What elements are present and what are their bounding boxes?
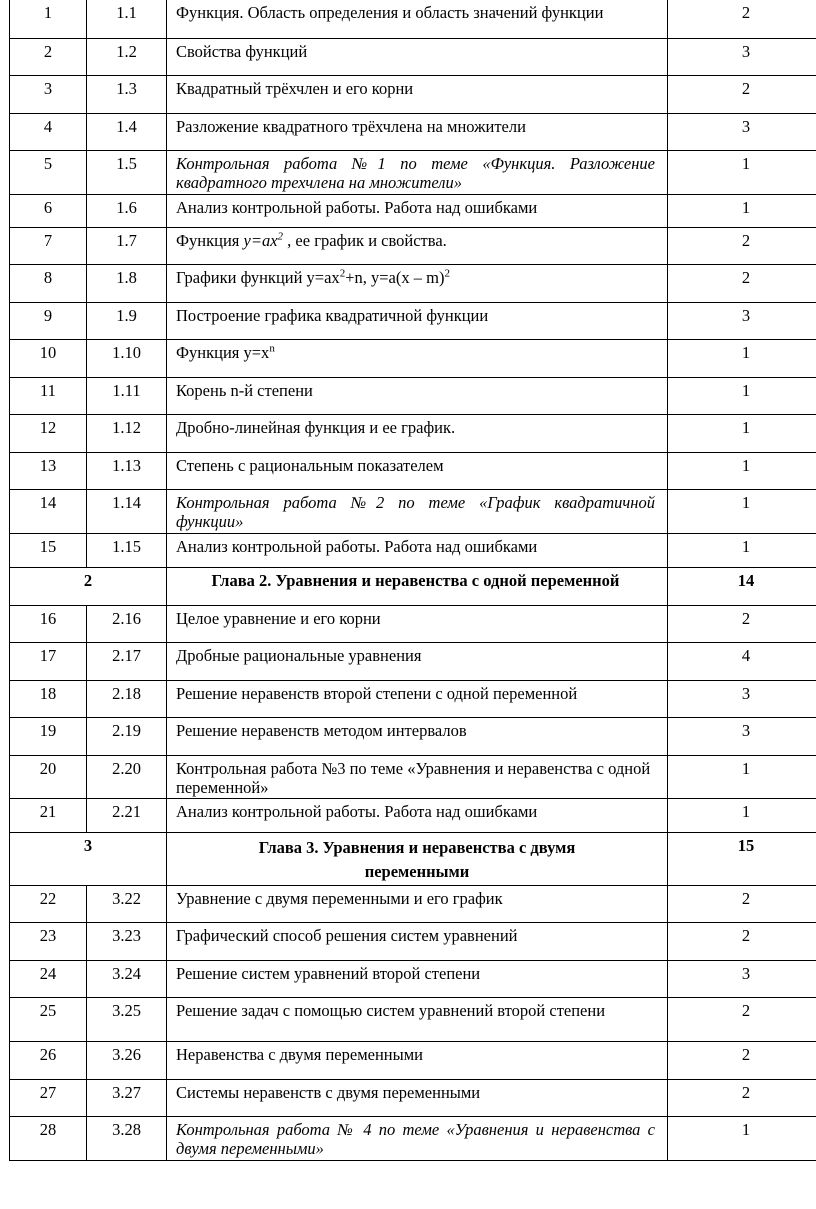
lesson-hours: 2 [668,0,816,38]
lesson-code: 3.22 [87,885,167,922]
lesson-hours: 2 [668,605,816,642]
lesson-title: Контрольная работа №2 по теме «График квадратичной функции» [167,489,668,533]
title-text: +n, y=a(x – m) [345,267,445,287]
table-row [10,150,816,194]
row-number: 24 [10,960,87,997]
chapter-number: 2 [10,567,167,605]
lesson-hours: 2 [668,1079,816,1116]
lesson-hours: 3 [668,113,816,150]
lesson-hours: 1 [668,1116,816,1160]
table-row [10,0,816,38]
row-number: 19 [10,717,87,755]
lesson-title: Функция. Область определения и область значений функции [167,0,668,38]
lesson-title: Разложение квадратного трёхчлена на множители [167,113,668,150]
lesson-code: 1.2 [87,38,167,75]
row-number: 4 [10,113,87,150]
chapter-row [10,567,816,605]
table-row [10,227,816,264]
table-row [10,414,816,452]
lesson-code: 1.3 [87,75,167,113]
lesson-code: 1.4 [87,113,167,150]
table-row [10,885,816,922]
lesson-title: Дробно-линейная функция и ее график. [167,414,668,452]
chapter-title: Глава 2. Уравнения и неравенства с одной переменной [167,567,668,605]
chapter-hours: 14 [668,567,816,605]
lesson-title: Уравнение с двумя переменными и его график [167,885,668,922]
lesson-hours: 2 [668,997,816,1041]
table-row [10,1079,816,1116]
row-number: 28 [10,1116,87,1160]
row-number: 21 [10,798,87,832]
table-row [10,194,816,227]
row-number: 23 [10,922,87,960]
lesson-code: 1.8 [87,264,167,302]
lesson-title: Контрольная работа № 4 по теме «Уравнения и неравенства с двумя переменными» [167,1116,668,1160]
lesson-code: 1.13 [87,452,167,489]
lesson-code: 1.6 [87,194,167,227]
lesson-title: Контрольная работа №1 по теме «Функция. Разложение квадратного трехчлена на множители» [167,150,668,194]
lesson-title: Неравенства с двумя переменными [167,1041,668,1079]
lesson-hours: 3 [668,302,816,339]
table-row [10,38,816,75]
lesson-hours: 1 [668,339,816,377]
title-text: , ее график и свойства. [283,230,447,250]
lesson-hours: 2 [668,227,816,264]
lesson-code: 2.16 [87,605,167,642]
lesson-title: Решение неравенств методом интервалов [167,717,668,755]
chapter-title: Глава 3. Уравнения и неравенства с двумя переменными [167,832,668,885]
lesson-hours: 1 [668,489,816,533]
row-number: 10 [10,339,87,377]
lesson-hours: 1 [668,194,816,227]
lesson-title: Решение задач с помощью систем уравнений второй степени [167,997,668,1041]
lesson-hours: 3 [668,717,816,755]
lesson-hours: 4 [668,642,816,680]
lesson-code: 3.28 [87,1116,167,1160]
lesson-code: 1.10 [87,339,167,377]
row-number: 20 [10,755,87,798]
lesson-title: Графический способ решения систем уравнений [167,922,668,960]
lesson-code: 3.23 [87,922,167,960]
lesson-title: Построение графика квадратичной функции [167,302,668,339]
chapter-hours: 15 [668,832,816,885]
row-number: 16 [10,605,87,642]
lesson-code: 3.26 [87,1041,167,1079]
chapter-number: 3 [10,832,167,885]
lesson-title [167,227,668,264]
lesson-title: Решение систем уравнений второй степени [167,960,668,997]
lesson-title: Системы неравенств с двумя переменными [167,1079,668,1116]
table-row [10,533,816,567]
row-number: 25 [10,997,87,1041]
lesson-title: Дробные рациональные уравнения [167,642,668,680]
table-row [10,642,816,680]
lesson-code: 3.27 [87,1079,167,1116]
row-number: 9 [10,302,87,339]
row-number: 13 [10,452,87,489]
table-row [10,339,816,377]
formula-exponent: 2 [444,267,450,279]
lesson-title [167,264,668,302]
row-number: 27 [10,1079,87,1116]
lesson-hours: 3 [668,680,816,717]
row-number: 3 [10,75,87,113]
lesson-hours: 1 [668,150,816,194]
table-row [10,75,816,113]
lesson-hours: 3 [668,960,816,997]
formula-exponent: 2 [277,230,284,242]
lesson-hours: 1 [668,377,816,414]
row-number: 18 [10,680,87,717]
table-row [10,717,816,755]
table-row [10,1116,816,1160]
lesson-code: 2.19 [87,717,167,755]
formula-exponent: 2 [339,267,346,279]
lesson-hours: 2 [668,885,816,922]
lesson-hours: 2 [668,75,816,113]
lesson-title: Целое уравнение и его корни [167,605,668,642]
lesson-title: Степень с рациональным показателем [167,452,668,489]
lesson-code: 3.25 [87,997,167,1041]
formula-text: y=ax [243,230,278,250]
lesson-hours: 1 [668,414,816,452]
lesson-hours: 1 [668,533,816,567]
title-text: Функция [176,230,244,250]
table-row [10,113,816,150]
row-number: 14 [10,489,87,533]
lesson-hours: 1 [668,798,816,832]
row-number: 7 [10,227,87,264]
table-row [10,1041,816,1079]
lesson-code: 2.21 [87,798,167,832]
table-row [10,755,816,798]
lesson-code: 3.24 [87,960,167,997]
table-row [10,302,816,339]
table-row [10,489,816,533]
lesson-code: 1.7 [87,227,167,264]
row-number: 17 [10,642,87,680]
lesson-code: 1.1 [87,0,167,38]
lesson-code: 1.15 [87,533,167,567]
lesson-code: 1.9 [87,302,167,339]
lesson-title: Свойства функций [167,38,668,75]
row-number: 6 [10,194,87,227]
table-row [10,960,816,997]
lesson-title: Анализ контрольной работы. Работа над ошибками [167,533,668,567]
table-row [10,798,816,832]
lesson-title: Анализ контрольной работы. Работа над ошибками [167,194,668,227]
lesson-code: 2.18 [87,680,167,717]
row-number: 15 [10,533,87,567]
table-row [10,264,816,302]
chapter-row [10,832,816,885]
formula-exponent: n [269,342,275,354]
lesson-title [167,339,668,377]
lesson-title: Контрольная работа №3 по теме «Уравнения и неравенства с одной переменной» [167,755,668,798]
lesson-code: 1.11 [87,377,167,414]
row-number: 11 [10,377,87,414]
lesson-hours: 1 [668,755,816,798]
row-number: 8 [10,264,87,302]
table-row [10,605,816,642]
row-number: 22 [10,885,87,922]
table-row [10,680,816,717]
title-text: Функция y=x [176,342,270,362]
lesson-title: Квадратный трёхчлен и его корни [167,75,668,113]
lesson-hours: 2 [668,1041,816,1079]
row-number: 2 [10,38,87,75]
lesson-hours: 3 [668,38,816,75]
lesson-code: 1.14 [87,489,167,533]
table-row [10,452,816,489]
row-number: 12 [10,414,87,452]
lesson-hours: 2 [668,922,816,960]
lesson-title: Корень n-й степени [167,377,668,414]
lesson-hours: 2 [668,264,816,302]
lesson-title: Анализ контрольной работы. Работа над ошибками [167,798,668,832]
lesson-title: Решение неравенств второй степени с одной переменной [167,680,668,717]
row-number: 5 [10,150,87,194]
lesson-plan-table [9,0,816,1161]
table-row [10,997,816,1041]
lesson-hours: 1 [668,452,816,489]
table-row [10,922,816,960]
table-row [10,377,816,414]
lesson-code: 2.20 [87,755,167,798]
lesson-code: 1.12 [87,414,167,452]
row-number: 1 [10,0,87,38]
lesson-code: 2.17 [87,642,167,680]
title-text: Графики функций y=ax [176,267,340,287]
row-number: 26 [10,1041,87,1079]
lesson-code: 1.5 [87,150,167,194]
